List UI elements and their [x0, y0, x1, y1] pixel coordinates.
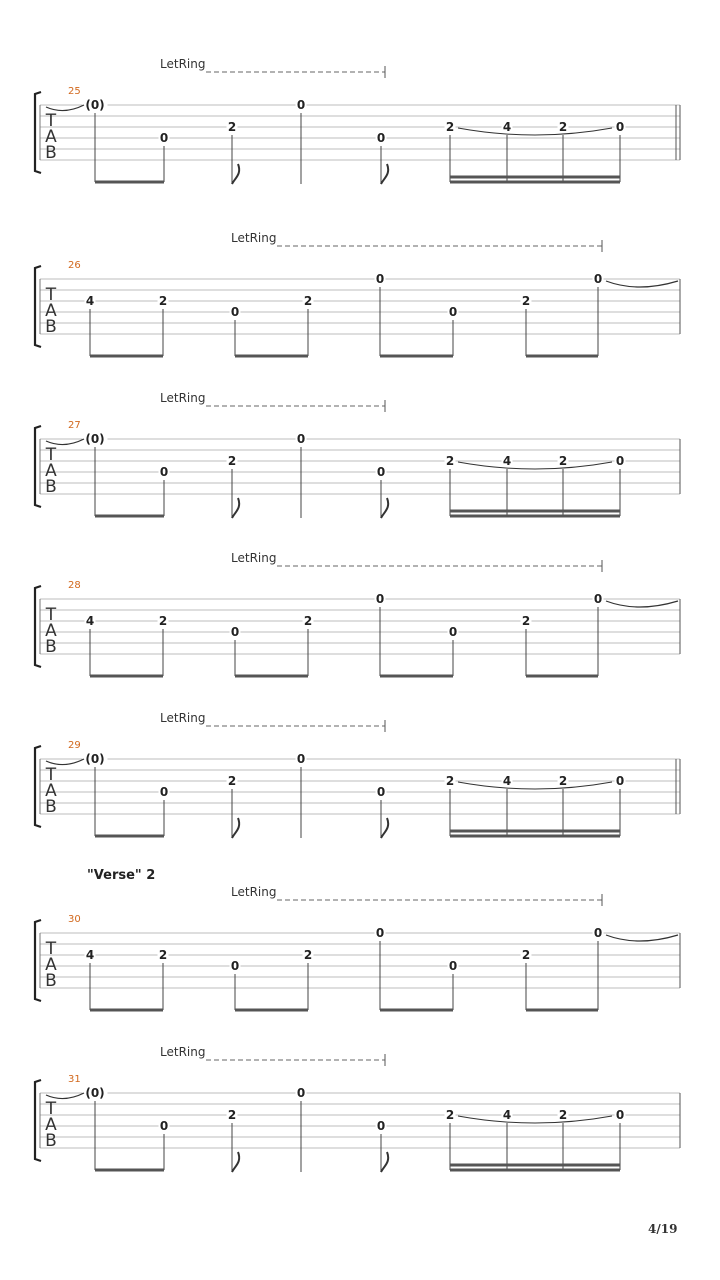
fret-number: 2 [158, 294, 168, 308]
note-flag [232, 164, 239, 184]
tab-letter: B [45, 971, 57, 991]
note-flag [381, 1152, 388, 1172]
slur [458, 1116, 612, 1123]
fret-number: 4 [502, 774, 512, 788]
tab-letter: A [45, 621, 57, 641]
tie-in [46, 1093, 84, 1099]
fret-number: 0 [376, 785, 386, 799]
tab-letter: B [45, 1131, 57, 1151]
measure-number: 25 [68, 86, 81, 97]
fret-number: (0) [85, 98, 105, 112]
fret-number: 2 [227, 454, 237, 468]
tab-letter: A [45, 301, 57, 321]
fret-number: 2 [558, 454, 568, 468]
tab-letter: A [45, 955, 57, 975]
fret-number: 0 [615, 120, 625, 134]
note-flag [381, 498, 388, 518]
fret-number: 2 [558, 1108, 568, 1122]
measure-number: 31 [68, 1074, 81, 1085]
tab-system [35, 551, 680, 676]
fret-number: 0 [296, 98, 306, 112]
fret-number: 4 [85, 948, 95, 962]
letring-label: LetRing [160, 1045, 206, 1059]
fret-number: 0 [376, 465, 386, 479]
fret-number: 0 [159, 1119, 169, 1133]
fret-number: 0 [230, 959, 240, 973]
fret-number: 4 [85, 614, 95, 628]
tab-letter: B [45, 143, 57, 163]
fret-number: 2 [158, 948, 168, 962]
tab-letter: T [45, 445, 57, 465]
tab-system [35, 231, 680, 356]
tie-out [606, 601, 678, 607]
fret-number: 2 [445, 1108, 455, 1122]
fret-number: 2 [303, 948, 313, 962]
letring-label: LetRing [160, 391, 206, 405]
fret-number: 0 [448, 625, 458, 639]
fret-number: 2 [558, 120, 568, 134]
note-flag [232, 1152, 239, 1172]
fret-number: 0 [230, 625, 240, 639]
tab-letter: B [45, 637, 57, 657]
tie-out [606, 281, 678, 287]
tab-letter: T [45, 111, 57, 131]
fret-number: 2 [445, 454, 455, 468]
page-number: 4/19 [648, 1222, 678, 1236]
letring-label: LetRing [160, 57, 206, 71]
fret-number: 2 [445, 774, 455, 788]
tie-in [46, 105, 84, 111]
fret-number: 4 [85, 294, 95, 308]
measure-number: 27 [68, 420, 81, 431]
tie-in [46, 439, 84, 445]
fret-number: 0 [448, 959, 458, 973]
tab-letter: T [45, 765, 57, 785]
tab-letter: A [45, 127, 57, 147]
fret-number: 0 [375, 592, 385, 606]
note-flag [381, 164, 388, 184]
fret-number: 0 [593, 272, 603, 286]
fret-number: (0) [85, 752, 105, 766]
measure-number: 30 [68, 914, 81, 925]
fret-number: 2 [521, 294, 531, 308]
fret-number: 0 [296, 1086, 306, 1100]
tab-letter: T [45, 605, 57, 625]
fret-number: 0 [296, 752, 306, 766]
measure-number: 26 [68, 260, 81, 271]
fret-number: 2 [227, 120, 237, 134]
fret-number: 4 [502, 120, 512, 134]
fret-number: 0 [615, 774, 625, 788]
note-flag [232, 498, 239, 518]
slur [458, 462, 612, 469]
fret-number: 0 [159, 785, 169, 799]
fret-number: 2 [303, 614, 313, 628]
fret-number: 0 [448, 305, 458, 319]
tab-system [35, 885, 680, 1010]
fret-number: 0 [159, 465, 169, 479]
letring-label: LetRing [160, 711, 206, 725]
tie-out [606, 935, 678, 941]
fret-number: 2 [227, 774, 237, 788]
tab-letter: A [45, 781, 57, 801]
letring-label: LetRing [231, 231, 277, 245]
tab-system [35, 391, 680, 518]
fret-number: 0 [593, 926, 603, 940]
tab-letter: A [45, 461, 57, 481]
fret-number: 2 [521, 614, 531, 628]
fret-number: 2 [558, 774, 568, 788]
note-flag [232, 818, 239, 838]
fret-number: 0 [296, 432, 306, 446]
fret-number: 0 [593, 592, 603, 606]
note-flag [381, 818, 388, 838]
tab-system [35, 57, 680, 184]
tab-letter: T [45, 1099, 57, 1119]
tab-system [35, 1045, 680, 1172]
fret-number: 0 [376, 131, 386, 145]
measure-number: 29 [68, 740, 81, 751]
fret-number: 0 [230, 305, 240, 319]
letring-label: LetRing [231, 885, 277, 899]
letring-label: LetRing [231, 551, 277, 565]
tab-letter: B [45, 477, 57, 497]
fret-number: 0 [376, 1119, 386, 1133]
fret-number: (0) [85, 432, 105, 446]
fret-number: 0 [159, 131, 169, 145]
tab-letter: T [45, 285, 57, 305]
fret-number: (0) [85, 1086, 105, 1100]
fret-number: 0 [375, 926, 385, 940]
tab-letter: T [45, 939, 57, 959]
fret-number: 2 [521, 948, 531, 962]
section-label: "Verse" 2 [87, 868, 156, 883]
tab-letter: A [45, 1115, 57, 1135]
fret-number: 2 [303, 294, 313, 308]
fret-number: 0 [615, 1108, 625, 1122]
fret-number: 4 [502, 1108, 512, 1122]
tab-letter: B [45, 317, 57, 337]
fret-number: 2 [227, 1108, 237, 1122]
tab-system [35, 711, 680, 838]
fret-number: 0 [615, 454, 625, 468]
fret-number: 0 [375, 272, 385, 286]
fret-number: 4 [502, 454, 512, 468]
fret-number: 2 [445, 120, 455, 134]
fret-number: 2 [158, 614, 168, 628]
slur [458, 128, 612, 135]
tab-letter: B [45, 797, 57, 817]
tie-in [46, 759, 84, 765]
slur [458, 782, 612, 789]
measure-number: 28 [68, 580, 81, 591]
